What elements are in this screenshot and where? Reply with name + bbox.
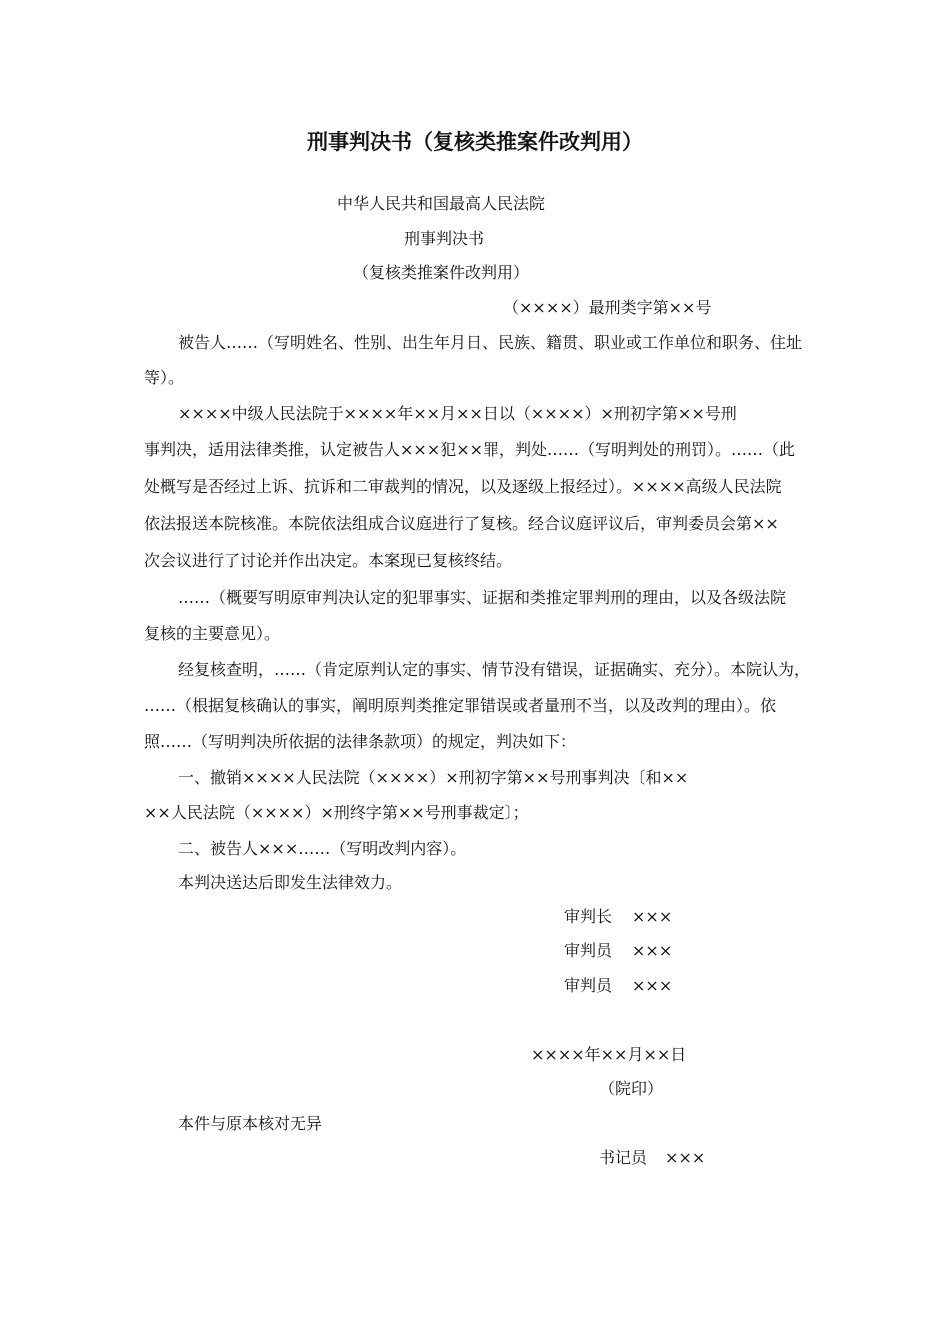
usage-note: （复核类推案件改判用） bbox=[353, 263, 530, 282]
paragraph-review-line2: ……（根据复核确认的事实，阐明原判类推定罪错误或者量刑不当，以及改判的理由）。依 bbox=[144, 696, 777, 715]
paragraph-background-line2: 事判决，适用法律类推，认定被告人×××犯××罪，判处……（写明判处的刑罚）。……（此 bbox=[144, 440, 796, 459]
signature-role: 审判员 bbox=[564, 976, 613, 995]
effect-statement: 本判决送达后即发生法律效力。 bbox=[178, 873, 403, 892]
paragraph-background-line3: 处概写是否经过上诉、抗诉和二审裁判的情况，以及逐级上报经过）。××××高级人民法院 bbox=[144, 477, 782, 496]
court-seal: （院印） bbox=[599, 1079, 664, 1098]
paragraph-summary-line1: ……（概要写明原审判决认定的犯罪事实、证据和类推定罪判刑的理由，以及各级法院 bbox=[178, 588, 787, 607]
judgment-date: ××××年××月××日 bbox=[531, 1045, 687, 1064]
case-number: （××××）最刑类字第××号 bbox=[503, 298, 712, 317]
paragraph-defendant-line1: 被告人……（写明姓名、性别、出生年月日、民族、籍贯、职业或工作单位和职务、住址 bbox=[178, 333, 803, 352]
judgment-item-1-line1: 一、撤销××××人民法院（××××）×刑初字第××号刑事判决〔和×× bbox=[178, 768, 689, 787]
paragraph-review-line3: 照……（写明判决所依据的法律条款项）的规定，判决如下： bbox=[144, 732, 577, 751]
paragraph-background-line4: 依法报送本院核准。本院依法组成合议庭进行了复核。经合议庭评议后，审判委员会第×× bbox=[144, 514, 779, 533]
paragraph-background-line5: 次会议进行了讨论并作出决定。本案现已复核终结。 bbox=[144, 551, 513, 570]
judgment-item-1-line2: ××人民法院（××××）×刑终字第××号刑事裁定〕； bbox=[144, 803, 529, 822]
clerk-role: 书记员 bbox=[599, 1148, 648, 1167]
signature-role: 审判员 bbox=[564, 941, 613, 960]
clerk-name: ××× bbox=[665, 1148, 706, 1167]
paragraph-summary-line2: 复核的主要意见）。 bbox=[144, 624, 281, 643]
signature-role: 审判长 bbox=[564, 907, 613, 926]
verification-note: 本件与原本核对无异 bbox=[178, 1114, 323, 1133]
document-type: 刑事判决书 bbox=[404, 229, 485, 248]
signature-name: ××× bbox=[632, 941, 673, 960]
paragraph-review-line1: 经复核查明，……（肯定原判认定的事实、情节没有错误，证据确实、充分）。本院认为， bbox=[178, 660, 811, 679]
document-title: 刑事判决书（复核类推案件改判用） bbox=[307, 130, 643, 154]
paragraph-defendant-line2: 等）。 bbox=[144, 368, 185, 387]
court-name: 中华人民共和国最高人民法院 bbox=[337, 194, 546, 213]
signature-name: ××× bbox=[632, 907, 673, 926]
judgment-item-2: 二、被告人×××……（写明改判内容）。 bbox=[178, 839, 467, 858]
paragraph-background-line1: ××××中级人民法院于××××年××月××日以（××××）×刑初字第××号刑 bbox=[178, 404, 737, 423]
signature-name: ××× bbox=[632, 976, 673, 995]
